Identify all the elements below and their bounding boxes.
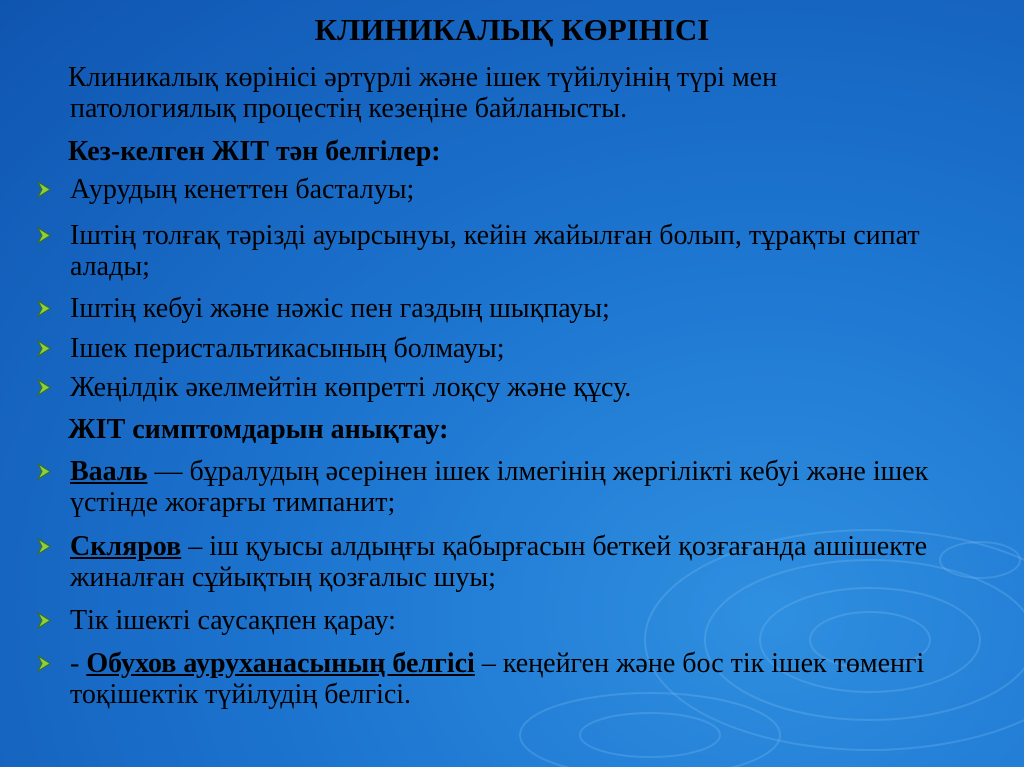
list-item — [0, 648, 1024, 710]
list-item-text: Іштің толғақ тәрізді ауырсынуы, кейін жайылған болып, тұрақты сипат алады; — [70, 220, 920, 282]
list-item — [0, 605, 1024, 636]
sign-name: Вааль — [70, 456, 148, 487]
intro-line-1: Клиникалық көрінісі әртүрлі және ішек түйілуінің түрі мен — [68, 62, 778, 93]
list-item-text — [0, 648, 1024, 710]
sign-description: Тік ішекті саусақпен қарау: — [70, 605, 396, 636]
arrow-bullet-icon — [34, 531, 58, 562]
sign-prefix: - — [70, 648, 87, 679]
sign-description: – іш қуысы алдыңғы қабырғасын беткей қозғағанда ашішекте жиналған сұйықтың қозғалыс шуы; — [70, 531, 928, 593]
list-item-text — [0, 531, 1024, 593]
list-item — [0, 531, 1024, 593]
sign-description: – кеңейген және бос тік ішек төменгі тоқішектік түйілудің белгісі. — [70, 648, 925, 710]
arrow-bullet-icon — [34, 174, 58, 205]
list-item-text: Ішек перистальтикасының болмауы; — [70, 333, 505, 364]
slide-title: КЛИНИКАЛЫҚ КӨРІНІСІ — [314, 12, 710, 47]
list-item — [0, 293, 1024, 324]
heading-common-signs: Кез-келген ЖІТ тән белгілер: — [68, 136, 441, 167]
list-item-text: Жеңілдік әкелмейтін көпретті лоқсу және құсу. — [70, 372, 632, 403]
sign-name: Обухов ауруханасының белгісі — [86, 648, 475, 679]
sign-name: Скляров — [70, 531, 182, 562]
intro-line-2: патологиялық процестің кезеңіне байланысты. — [70, 93, 628, 124]
list-item-text — [0, 456, 1024, 518]
heading-symptom-detection: ЖІТ симптомдарын анықтау: — [68, 414, 449, 445]
arrow-bullet-icon — [34, 456, 58, 487]
list-item — [0, 174, 1024, 205]
list-item — [0, 456, 1024, 518]
arrow-bullet-icon — [34, 293, 58, 324]
arrow-bullet-icon — [34, 220, 58, 251]
sign-description: — бұралудың әсерінен ішек ілмегінің жергілікті кебуі және ішек үстінде жоғарғы тимпанит; — [70, 456, 929, 518]
list-item-text: Іштің кебуі және нәжіс пен газдың шықпауы; — [70, 293, 610, 324]
list-item — [0, 372, 1024, 403]
list-item-text: Аурудың кенеттен басталуы; — [70, 174, 415, 205]
list-item-text — [0, 605, 1024, 636]
arrow-bullet-icon — [34, 372, 58, 403]
list-item — [0, 220, 1024, 282]
arrow-bullet-icon — [34, 648, 58, 679]
arrow-bullet-icon — [34, 333, 58, 364]
list-item — [0, 333, 1024, 364]
arrow-bullet-icon — [34, 605, 58, 636]
